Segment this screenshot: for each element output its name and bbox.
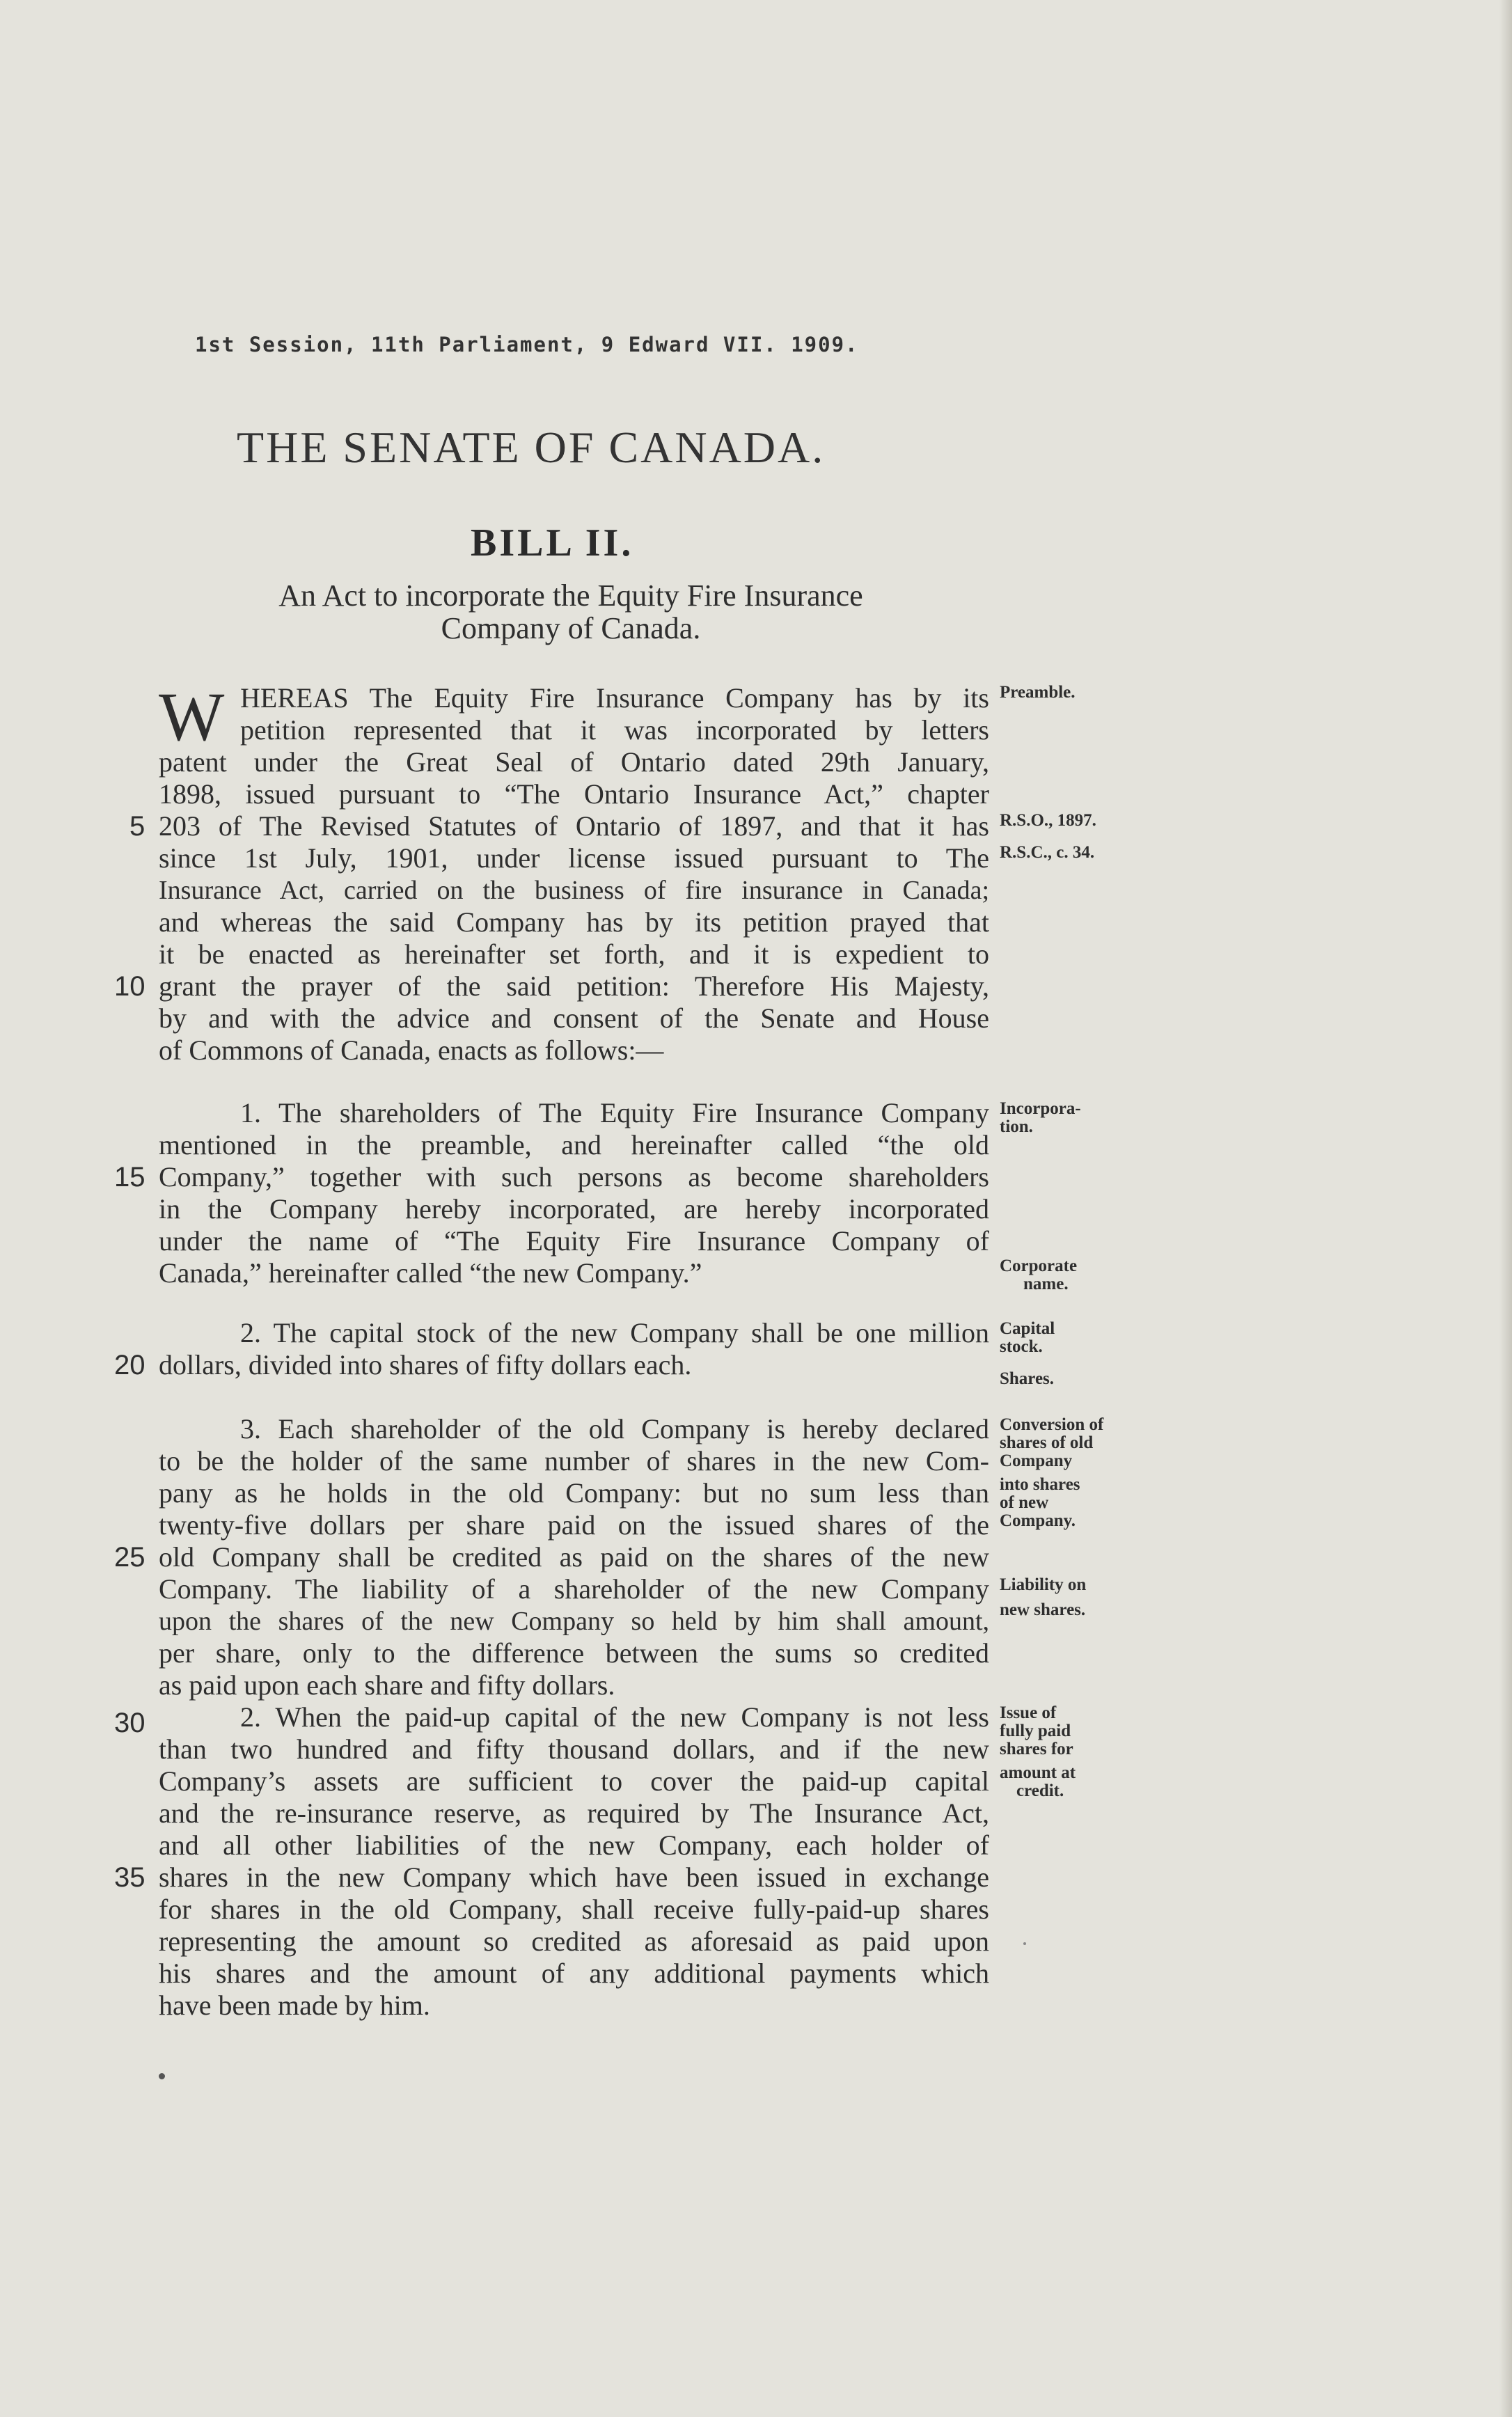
body-line: mentioned in the preamble, and hereinafter called “the old: [159, 1129, 989, 1160]
margin-note: Issue of: [1000, 1703, 1057, 1722]
body-line: representing the amount so credited as aforesaid as paid upon: [159, 1926, 989, 1957]
body-line: in the Company hereby incorporated, are hereby incorporated: [159, 1193, 989, 1225]
body-line: for shares in the old Company, shall receive fully-paid-up shares: [159, 1894, 989, 1925]
body-line: 3. Each shareholder of the old Company is hereby declared: [240, 1413, 989, 1444]
line-number: 25: [114, 1542, 145, 1573]
body-line: Company. The liability of a shareholder of the new Company: [159, 1573, 989, 1605]
margin-note: Conversion of: [1000, 1415, 1104, 1434]
body-line: his shares and the amount of any additional payments which: [159, 1958, 989, 1989]
margin-note: Corporate: [1000, 1257, 1078, 1275]
body-line: upon the shares of the new Company so held by him shall amount,: [159, 1607, 989, 1636]
body-line: dollars, divided into shares of fifty dollars each.: [159, 1349, 692, 1380]
margin-note: amount at: [1000, 1763, 1076, 1782]
line-number: 30: [114, 1708, 145, 1738]
margin-note: tion.: [1000, 1117, 1033, 1136]
drop-cap: W: [159, 678, 225, 755]
body-line: grant the prayer of the said petition: Therefore His Majesty,: [159, 970, 989, 1002]
senate-title: THE SENATE OF CANADA.: [237, 423, 826, 472]
body-line: and all other liabilities of the new Company, each holder of: [159, 1829, 989, 1861]
margin-note: Liability on: [1000, 1575, 1087, 1594]
margin-note: Company: [1000, 1451, 1073, 1470]
margin-note: Incorpora-: [1000, 1099, 1081, 1118]
body-line: per share, only to the difference between the sums so credited: [159, 1637, 989, 1669]
body-line: twenty-five dollars per share paid on the issued shares of the: [159, 1509, 989, 1541]
margin-note: name.: [1023, 1275, 1069, 1293]
body-line: Company’s assets are sufficient to cover the paid-up capital: [159, 1765, 989, 1797]
body-line: Company,” together with such persons as become shareholders: [159, 1161, 989, 1192]
margin-note: R.S.O., 1897.: [1000, 811, 1096, 830]
body-line: petition represented that it was incorporated by letters: [240, 714, 989, 746]
session-header: 1st Session, 11th Parliament, 9 Edward VII. 1909.: [195, 333, 859, 356]
body-line: under the name of “The Equity Fire Insurance Company of: [159, 1225, 989, 1257]
body-line: Insurance Act, carried on the business of fire insurance in Canada;: [159, 876, 989, 905]
ink-speck: [1023, 1942, 1026, 1945]
body-line: of Commons of Canada, enacts as follows:—: [159, 1034, 664, 1066]
body-line: 1. The shareholders of The Equity Fire Insurance Company: [240, 1097, 989, 1128]
margin-note: of new: [1000, 1493, 1049, 1512]
margin-note: Capital: [1000, 1319, 1055, 1338]
body-line: patent under the Great Seal of Ontario dated 29th January,: [159, 746, 989, 778]
body-line: 2. The capital stock of the new Company shall be one million: [240, 1317, 989, 1348]
page-edge-shadow: [1499, 0, 1512, 2417]
body-line: shares in the new Company which have been issued in exchange: [159, 1861, 989, 1893]
margin-note: fully paid: [1000, 1722, 1071, 1740]
line-number: 35: [114, 1862, 145, 1893]
body-line: HEREAS The Equity Fire Insurance Company has by its: [240, 682, 989, 714]
body-line: and whereas the said Company has by its petition prayed that: [159, 906, 989, 938]
body-line: as paid upon each share and fifty dollars.: [159, 1669, 615, 1701]
body-line: since 1st July, 1901, under license issued pursuant to The: [159, 842, 989, 874]
body-line: 203 of The Revised Statutes of Ontario of 1897, and that it has: [159, 810, 989, 842]
body-line: 1898, issued pursuant to “The Ontario Insurance Act,” chapter: [159, 778, 989, 810]
ink-speck: [159, 2073, 165, 2079]
line-number: 5: [129, 811, 145, 842]
margin-note: R.S.C., c. 34.: [1000, 843, 1095, 862]
margin-note: new shares.: [1000, 1600, 1086, 1619]
margin-note: into shares: [1000, 1475, 1080, 1494]
body-line: and the re-insurance reserve, as required by The Insurance Act,: [159, 1797, 989, 1829]
act-title-line: An Act to incorporate the Equity Fire Insurance: [278, 578, 863, 613]
body-line: by and with the advice and consent of the Senate and House: [159, 1002, 989, 1034]
body-line: pany as he holds in the old Company: but no sum less than: [159, 1477, 989, 1509]
act-title-line: Company of Canada.: [441, 611, 701, 645]
margin-note: Shares.: [1000, 1369, 1055, 1388]
line-number: 20: [114, 1350, 145, 1380]
body-line: old Company shall be credited as paid on the shares of the new: [159, 1541, 989, 1573]
body-line: Canada,” hereinafter called “the new Company.”: [159, 1257, 702, 1289]
body-line: than two hundred and fifty thousand dollars, and if the new: [159, 1733, 989, 1765]
line-number: 15: [114, 1162, 145, 1192]
margin-note: shares for: [1000, 1740, 1073, 1758]
bill-number: BILL II.: [471, 521, 634, 565]
act-title: [174, 579, 968, 645]
margin-note: Preamble.: [1000, 683, 1076, 702]
margin-note: Company.: [1000, 1511, 1076, 1530]
body-line: have been made by him.: [159, 1990, 430, 2021]
body-line: it be enacted as hereinafter set forth, and it is expedient to: [159, 938, 989, 970]
body-line: to be the holder of the same number of shares in the new Com-: [159, 1445, 989, 1477]
line-number: 10: [114, 971, 145, 1002]
margin-note: credit.: [1016, 1781, 1064, 1800]
body-line: 2. When the paid-up capital of the new Company is not less: [240, 1701, 989, 1733]
margin-note: shares of old: [1000, 1433, 1094, 1452]
margin-note: stock.: [1000, 1337, 1043, 1356]
